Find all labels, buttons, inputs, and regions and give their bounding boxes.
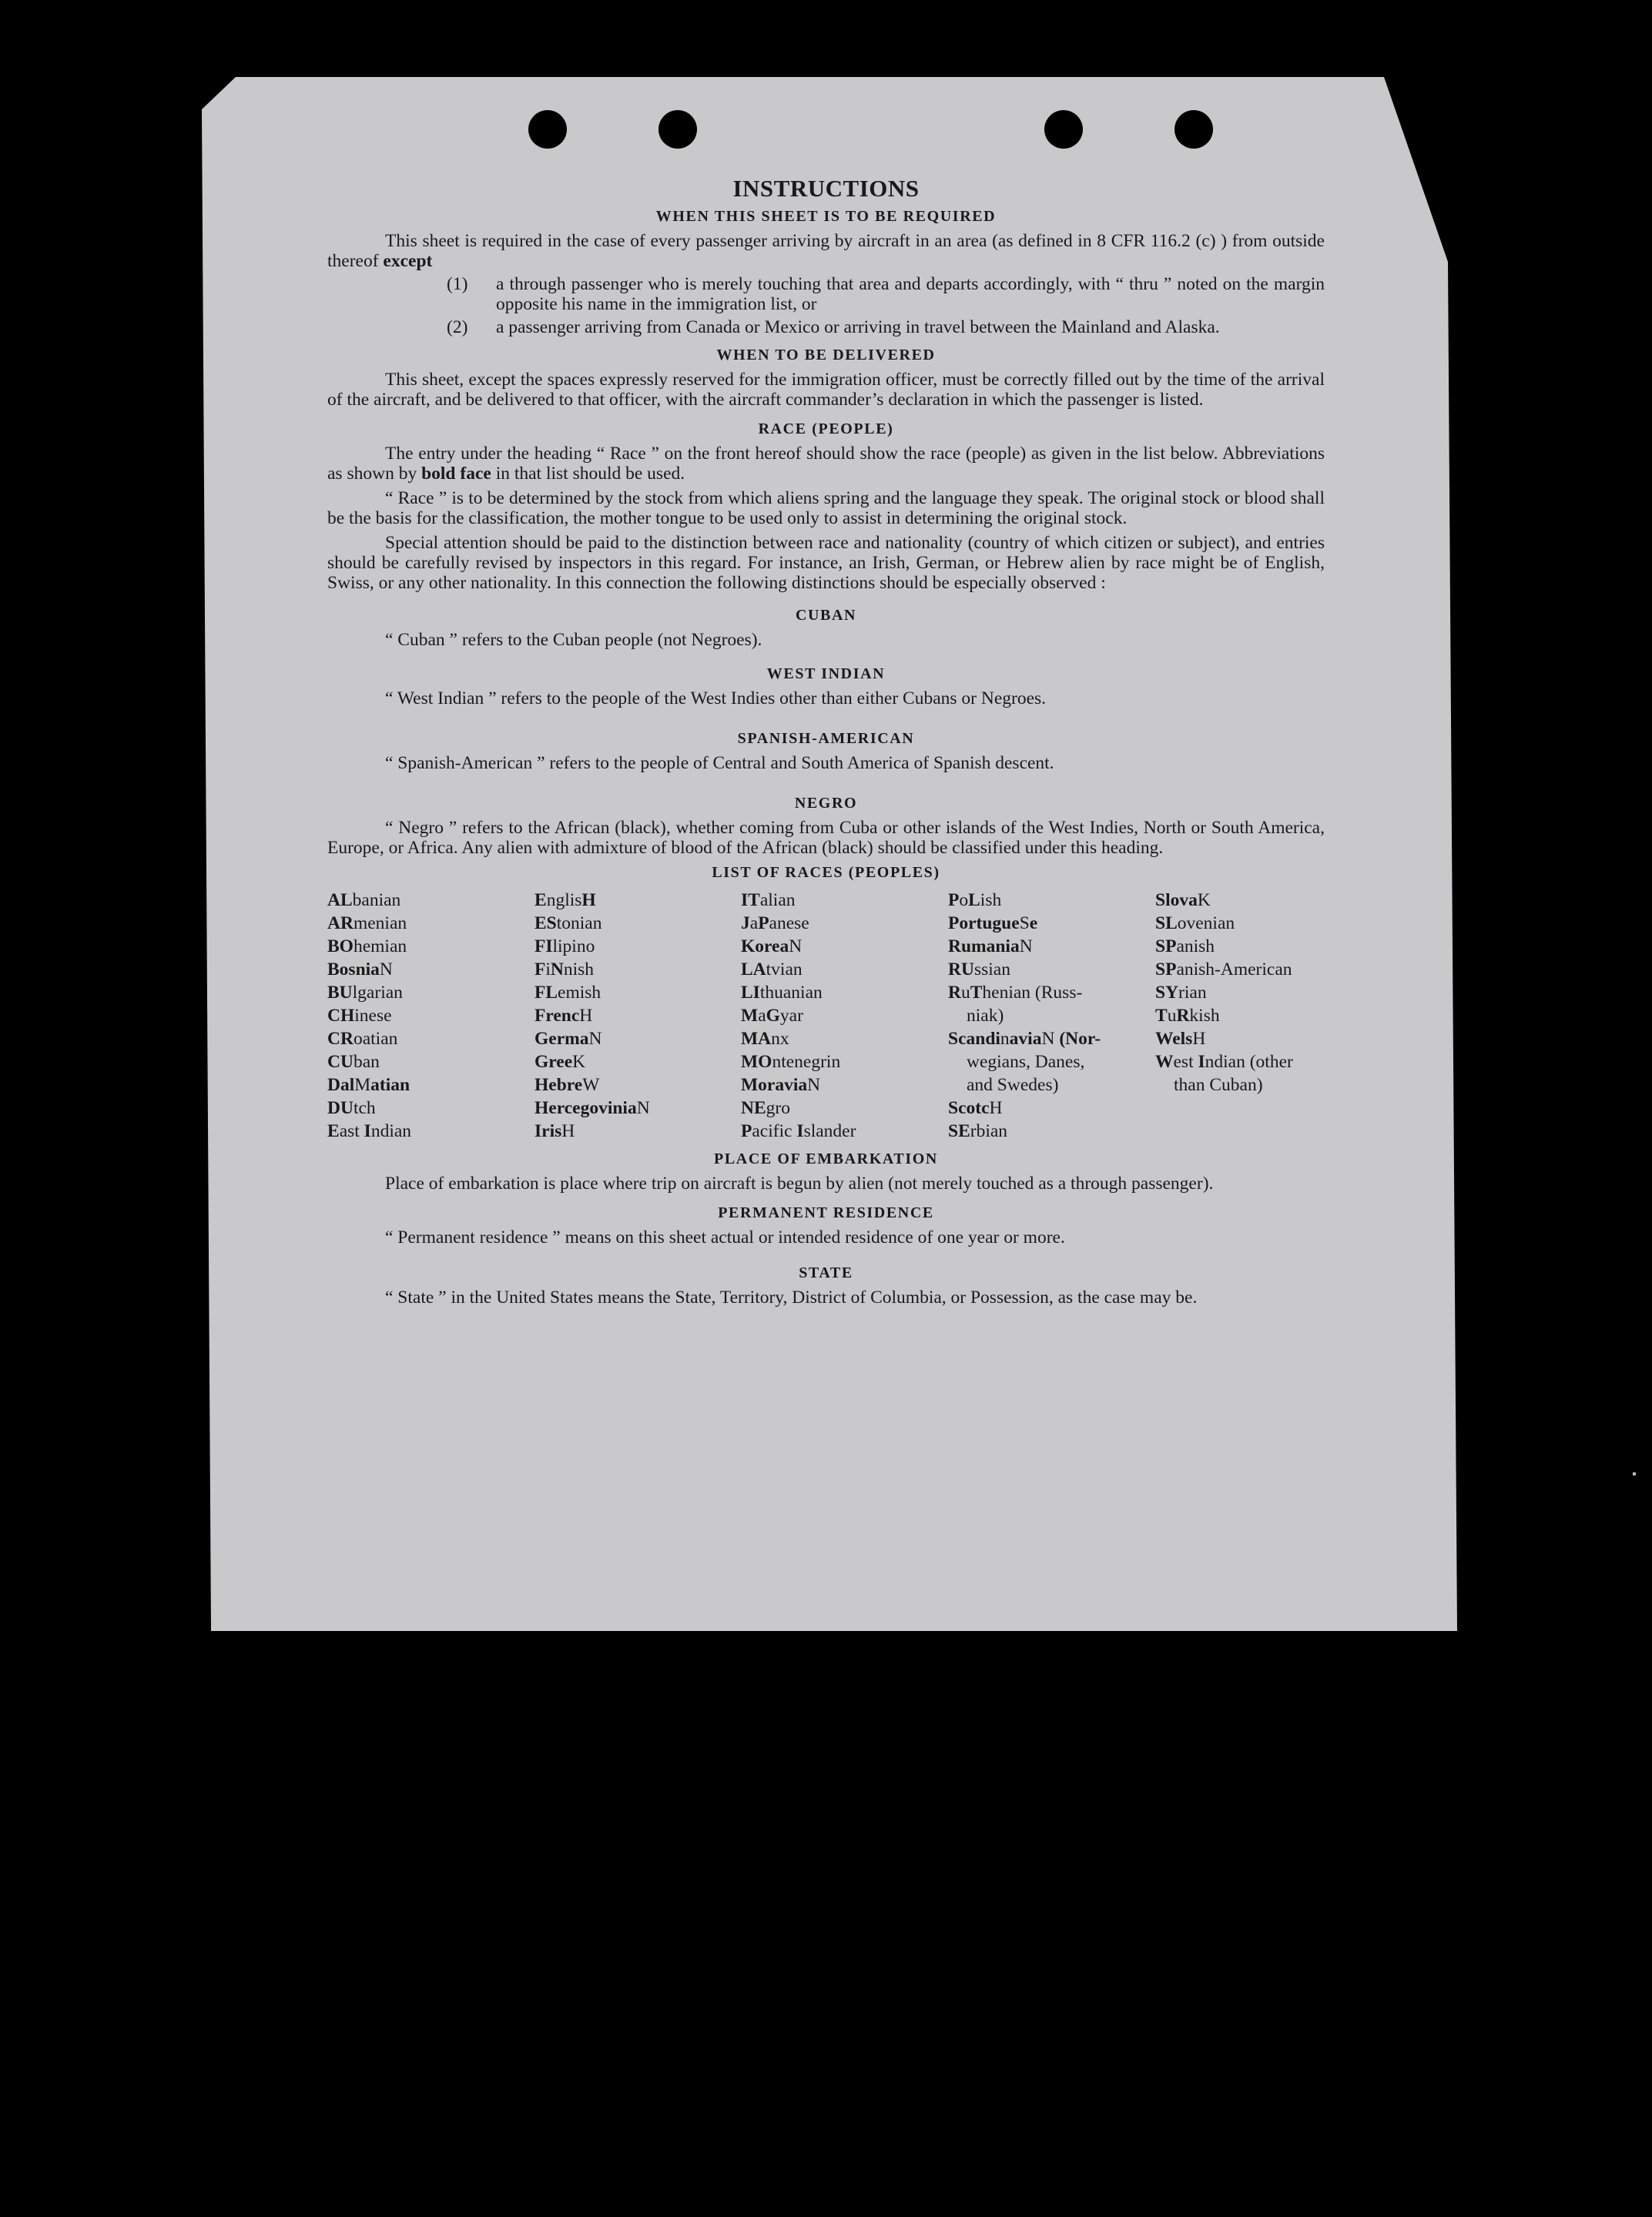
embarkation-text: Place of embarkation is place where trip on aircraft is begun by alien (not merely touched as a through passenger). [385,1174,1214,1194]
race-entry: GermaN [534,1029,602,1049]
race-entry: ScandinaviaN (Nor- [948,1029,1101,1049]
race-entry: East Indian [327,1121,412,1141]
document-content [327,174,1325,1308]
race-entry: PoLish [948,890,1002,910]
exception-item: (1) a through passenger who is merely touching that area and departs accordingly, with “ thru ” noted on the margin opposite his name in the immigration list, or [447,274,1325,314]
race-entry: BosniaN [327,959,393,980]
exception-item: (2) a passenger arriving from Canada or Mexico or arriving in travel between the Mainland and Alaska. [447,317,1220,337]
race-entry: and Swedes) [967,1075,1059,1095]
race-entry: Pacific Islander [741,1121,856,1141]
race-entry: EnglisH [534,890,596,910]
west-indian-definition: “ West Indian ” refers to the people of the West Indies other than either Cubans or Negroes. [385,688,1047,708]
heading-negro: NEGRO [794,795,858,812]
race-entry [1155,1120,1325,1143]
race-paragraph-2: “ Race ” is to be determined by the stock from which aliens spring and the language they speak. The original stock or blood shall be the basis for the classification, the mother tongue to be used only to assist in determining the original stock. [327,488,1325,528]
when-delivered-text: This sheet, except the spaces expressly reserved for the immigration officer, must be correctly filled out by the time of the arrival of the aircraft, and be delivered to that officer, with the aircraft commander’s declaration in which the passenger is listed. [327,370,1325,410]
race-entry: GreeK [534,1052,586,1072]
race-entry: SLovenian [1155,913,1235,933]
race-entry: FrencH [534,1006,593,1026]
race-entry: JaPanese [741,913,809,933]
race-entry: MaGyar [741,1006,803,1026]
race-entry: HercegoviniaN [534,1098,650,1118]
race-entry: KoreaN [741,936,803,956]
race-entry: niak) [967,1006,1004,1026]
heading-cuban: CUBAN [795,607,857,624]
heading-permanent-residence: PERMANENT RESIDENCE [718,1204,934,1221]
race-entry: PortugueSe [948,913,1038,933]
race-entry: BUlgarian [327,983,403,1003]
race-entry: MAnx [741,1029,789,1049]
race-entry: ALbanian [327,890,401,910]
race-entry: CUban [327,1052,380,1072]
heading-spanish-american: SPANISH-AMERICAN [737,730,915,747]
race-entry: wegians, Danes, [967,1052,1085,1072]
race-entry: CHinese [327,1006,392,1026]
race-entry: RUssian [948,959,1010,980]
race-entry: NEgro [741,1098,790,1118]
race-entry: LIthuanian [741,983,823,1003]
race-entry: FIlipino [534,936,595,956]
race-entry: West Indian (other [1155,1052,1293,1072]
race-entry [1155,1097,1325,1120]
race-entry: SErbian [948,1121,1008,1141]
heading-when-delivered: WHEN TO BE DELIVERED [716,347,936,363]
heading-embarkation: PLACE OF EMBARKATION [714,1150,938,1167]
permanent-residence-text: “ Permanent residence ” means on this sheet actual or intended residence of one year or more. [385,1227,1065,1247]
race-entry: DUtch [327,1098,376,1118]
heading-state: STATE [799,1264,853,1281]
race-entry: EStonian [534,913,602,933]
race-entry: FLemish [534,983,601,1003]
spanish-american-definition: “ Spanish-American ” refers to the people of Central and South America of Spanish descent. [385,753,1054,773]
race-entry: HebreW [534,1075,600,1095]
punch-hole [1174,110,1213,149]
race-entry: MOntenegrin [741,1052,841,1072]
heading-west-indian: WEST INDIAN [766,665,886,682]
race-entry: SPanish [1155,936,1215,956]
race-entry: BOhemian [327,936,407,956]
race-entry: RuThenian (Russ- [948,983,1083,1003]
race-entry: SlovaK [1155,890,1211,910]
heading-race: RACE (PEOPLE) [758,420,894,437]
race-entry: TuRkish [1155,1006,1220,1026]
page-title: INSTRUCTIONS [732,175,920,202]
heading-races-list: LIST OF RACES (PEOPLES) [712,864,940,881]
race-entry: ITalian [741,890,796,910]
race-entry: RumaniaN [948,936,1033,956]
race-paragraph-3: Special attention should be paid to the distinction between race and nationality (country of which citizen or subject), and entries should be carefully revised by inspectors in this regard. For instance, an Irish, German, or Hebrew alien by race might be of English, Swiss, or any other nationality. In this connection the following distinctions should be especially observed : [327,533,1325,593]
race-entry: LAtvian [741,959,803,980]
punch-hole [1044,110,1083,149]
race-entry: MoraviaN [741,1075,821,1095]
races-list [327,889,1325,1143]
race-entry: SYrian [1155,983,1207,1003]
race-entry: DalMatian [327,1075,410,1095]
race-entry: ScotcH [948,1098,1003,1118]
negro-definition: “ Negro ” refers to the African (black), whether coming from Cuba or other islands of the West Indies, North or South America, Europe, or Africa. Any alien with admixture of blood of the African (black) should be classified under this heading. [327,818,1325,858]
race-entry: IrisH [534,1121,575,1141]
punch-hole [528,110,567,149]
cuban-definition: “ Cuban ” refers to the Cuban people (not Negroes). [385,630,762,650]
state-text: “ State ” in the United States means the State, Territory, District of Columbia, or Possession, as the case may be. [385,1288,1198,1308]
heading-when-required: WHEN THIS SHEET IS TO BE REQUIRED [655,208,997,225]
punch-hole [658,110,697,149]
race-entry: than Cuban) [1174,1075,1263,1095]
scan-speck [1633,1472,1636,1475]
race-entry: SPanish-American [1155,959,1292,980]
when-required-intro: This sheet is required in the case of every passenger arriving by aircraft in an area (as defined in 8 CFR 116.2 (c) ) from outside thereof except [327,231,1325,271]
race-entry: FiNnish [534,959,595,980]
race-paragraph-1: The entry under the heading “ Race ” on the front hereof should show the race (people) as given in the list below. Abbreviations as shown by bold face in that list should be used. [327,444,1325,484]
race-entry: CRoatian [327,1029,398,1049]
race-entry: WelsH [1155,1029,1206,1049]
race-entry: ARmenian [327,913,407,933]
